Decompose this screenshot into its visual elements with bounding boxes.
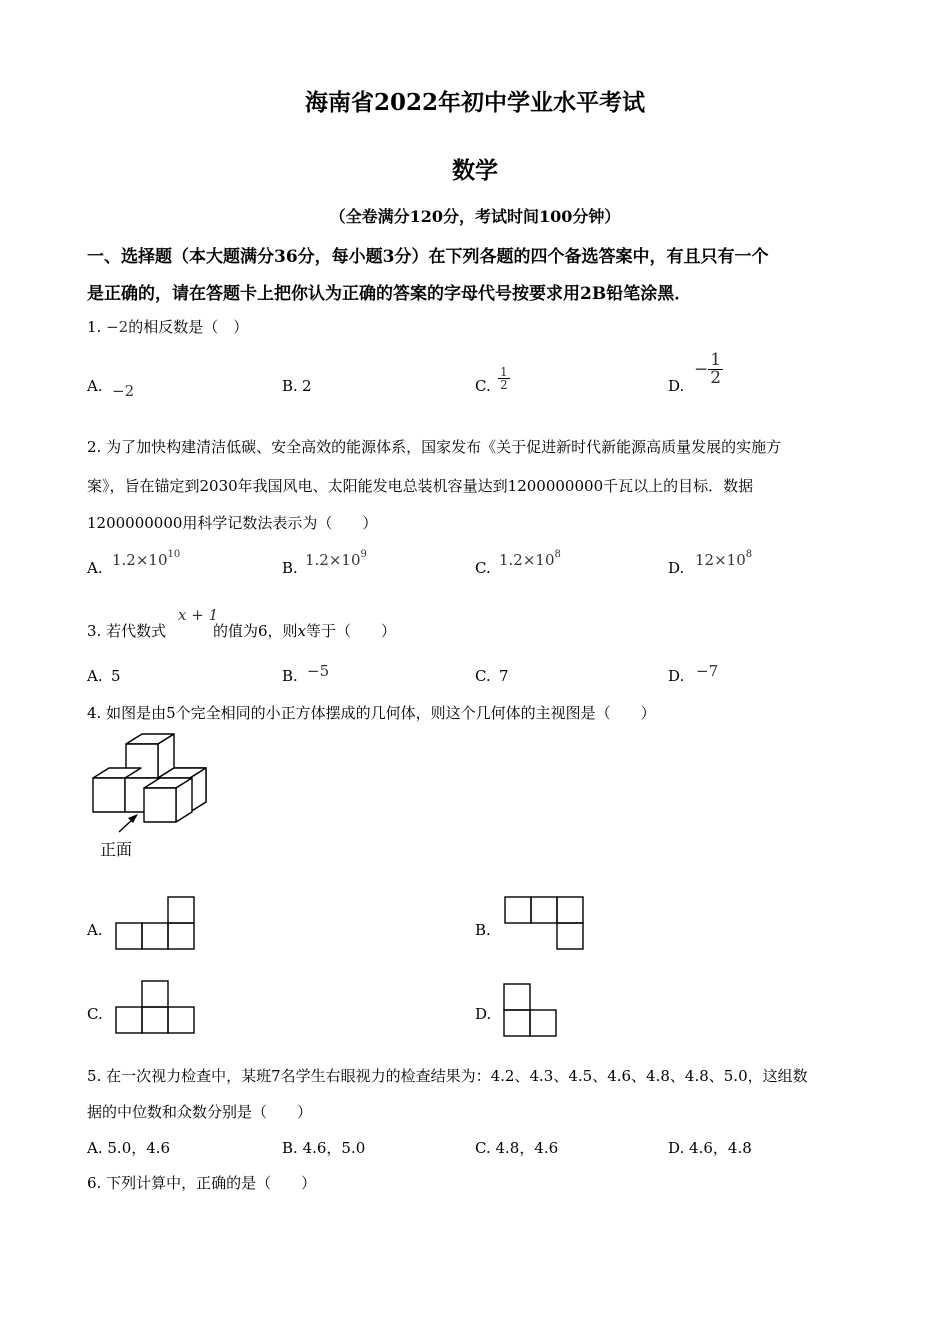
q5-line-2: 据的中位数和众数分别是（ ） — [87, 1103, 313, 1121]
q3-option-b: −5 — [307, 662, 330, 680]
q3-stem-rest — [213, 620, 396, 641]
q2-option-c-label[interactable]: C. — [475, 559, 491, 577]
exam-note: （全卷满分120分，考试时间100分钟） — [329, 207, 621, 226]
q2-b-base: 1.2×10 — [305, 551, 361, 569]
q2-line-1: 2. 为了加快构建清洁低碳、安全高效的能源体系，国家发布《关于促进新时代新能源高质量发展的实施方 — [87, 438, 782, 456]
q1-expr: −2 — [106, 318, 129, 336]
q4-option-a-label[interactable]: A. — [87, 921, 103, 939]
q2-d-exp: 8 — [745, 549, 753, 560]
q2-option-c — [499, 549, 561, 569]
q1-number: 1. — [87, 318, 102, 336]
q3-suffix-2: 等于（ ） — [306, 622, 397, 640]
q5-option-b[interactable] — [282, 1137, 365, 1158]
q3-option-c-label[interactable]: C. — [475, 667, 491, 685]
q5-b-text: 4.6，5.0 — [302, 1139, 366, 1157]
grid-cell — [531, 897, 557, 923]
q3-option-d: −7 — [696, 662, 719, 680]
q5-a-text: 5.0，4.6 — [107, 1139, 171, 1157]
grid-cell — [168, 897, 194, 923]
section-instruction: 是正确的，请在答题卡上把你认为正确的答案的字母代号按要求用2B铅笔涂黑． — [87, 284, 692, 304]
q4-stem: 4. 如图是由5个完全相同的小正方体摆成的几何体，则这个几何体的主视图是（ ） — [87, 704, 656, 722]
q1-d-denominator: 2 — [710, 368, 722, 388]
q1-option-a-label[interactable]: A. — [87, 377, 103, 395]
q6-stem: 6. 下列计算中，正确的是（ ） — [87, 1174, 317, 1192]
q3-option-a: 5 — [111, 667, 121, 685]
q3-option-a-label[interactable]: A. — [87, 667, 103, 685]
q5-d-text: 4.6，4.8 — [689, 1139, 752, 1157]
q3-option-c: 7 — [499, 667, 509, 685]
q1-c-numerator: 1 — [500, 365, 508, 379]
q4-option-d-label[interactable]: D. — [475, 1005, 492, 1023]
q2-b-exp: 9 — [360, 549, 367, 560]
q5-a-label: A. — [87, 1139, 103, 1157]
grid-cell — [505, 897, 531, 923]
q1-option-c-fraction — [498, 366, 510, 391]
section-heading: 一、选择题（本大题满分36分，每小题3分）在下列各题的四个备选答案中，有且只有一个 — [87, 247, 769, 267]
grid-cell — [116, 923, 142, 949]
q2-c-exp: 8 — [554, 549, 561, 560]
q1-text: 的相反数是（ ） — [128, 318, 249, 336]
q4-option-d-figure — [503, 983, 559, 1039]
q1-d-sign: − — [694, 359, 709, 380]
q4-option-b-figure — [504, 896, 586, 952]
q5-b-label: B. — [282, 1139, 298, 1157]
q3-prefix: 3. 若代数式 — [87, 622, 167, 640]
grid-cell — [504, 1010, 530, 1036]
grid-cell — [504, 984, 530, 1010]
grid-cell — [557, 923, 583, 949]
subject-title: 数学 — [452, 157, 498, 184]
q1-c-denominator: 2 — [500, 378, 508, 392]
grid-cell — [142, 923, 168, 949]
q4-option-b-label[interactable]: B. — [475, 921, 491, 939]
q2-option-a-label[interactable]: A. — [87, 559, 103, 577]
q2-option-a — [112, 549, 180, 569]
q4-cube-figure — [86, 730, 216, 835]
q1-option-b-label[interactable]: B. — [282, 377, 298, 395]
q3-var: x — [297, 622, 307, 640]
grid-cell — [530, 1010, 556, 1036]
q1-d-numerator: 1 — [710, 350, 722, 370]
q2-option-b — [305, 549, 367, 569]
q1-option-a: −2 — [112, 382, 135, 400]
q2-option-d-label[interactable]: D. — [668, 559, 685, 577]
q4-option-c-figure — [115, 980, 197, 1036]
grid-cell — [142, 981, 168, 1007]
q4-option-a-figure — [115, 896, 197, 952]
q2-a-base: 1.2×10 — [112, 551, 168, 569]
q2-option-d — [695, 549, 752, 569]
grid-cell — [168, 923, 194, 949]
q5-d-label: D. — [668, 1139, 685, 1157]
cube-left-front — [93, 778, 125, 812]
q3-option-d-label[interactable]: D. — [668, 667, 685, 685]
q4-option-c-label[interactable]: C. — [87, 1005, 103, 1023]
q2-a-exp: 10 — [167, 549, 181, 560]
q1-option-c-label[interactable]: C. — [475, 377, 491, 395]
q5-line-1: 5. 在一次视力检查中，某班7名学生右眼视力的检查结果为：4.2、4.3、4.5、4.6、4.8、4.8、5.0，这组数 — [87, 1067, 808, 1085]
q5-option-a[interactable] — [87, 1137, 170, 1158]
page-title: 海南省2022年初中学业水平考试 — [304, 89, 645, 116]
q5-option-c[interactable] — [475, 1137, 558, 1158]
q2-d-base: 12×10 — [695, 551, 746, 569]
q5-option-d[interactable] — [668, 1137, 752, 1158]
q2-option-b-label[interactable]: B. — [282, 559, 298, 577]
q1-stem — [87, 316, 248, 337]
grid-cell — [116, 1007, 142, 1033]
q2-line-2: 案》，旨在锚定到2030年我国风电、太阳能发电总装机容量达到1200000000千瓦以上的目标．数据 — [87, 477, 754, 495]
q2-c-base: 1.2×10 — [499, 551, 555, 569]
q5-c-text: 4.8，4.6 — [495, 1139, 559, 1157]
q3-expr: x + 1 — [178, 606, 219, 624]
q1-option-d-fraction — [694, 352, 723, 387]
q5-c-label: C. — [475, 1139, 491, 1157]
grid-cell — [168, 1007, 194, 1033]
q1-option-b: 2 — [302, 377, 312, 395]
q1-option-d-label[interactable]: D. — [668, 377, 685, 395]
q2-line-3: 1200000000用科学记数法表示为（ ） — [87, 514, 378, 532]
q4-front-label: 正面 — [100, 840, 133, 859]
q3-option-b-label[interactable]: B. — [282, 667, 298, 685]
grid-cell — [142, 1007, 168, 1033]
cube-front-face — [144, 788, 176, 822]
grid-cell — [557, 897, 583, 923]
q3-suffix-1: 的值为6，则 — [213, 622, 298, 640]
